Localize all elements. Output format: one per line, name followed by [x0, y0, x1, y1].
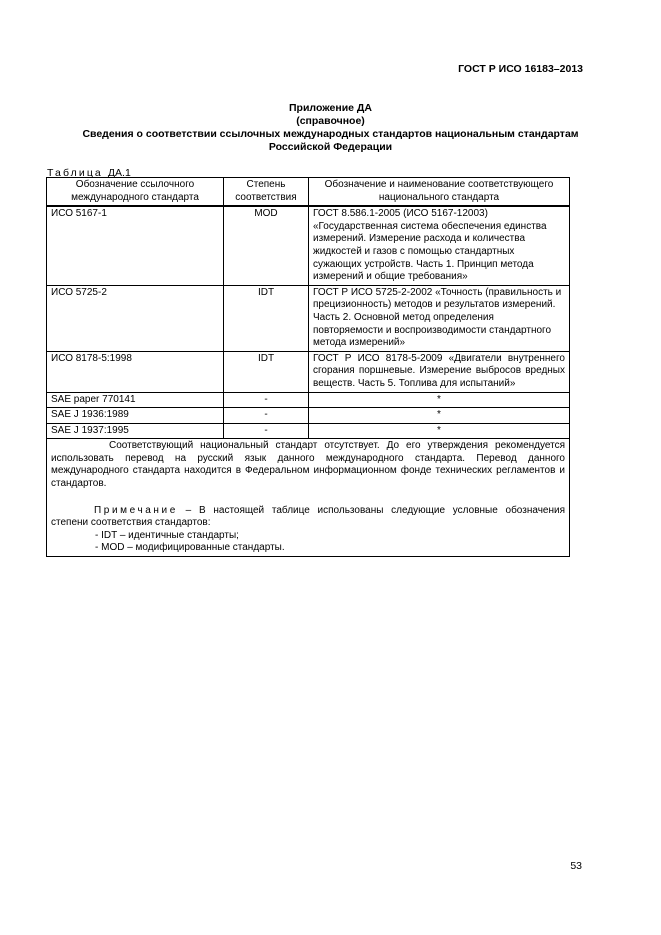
- table-header-row: [47, 178, 570, 207]
- table-row: [47, 206, 570, 285]
- appendix-heading-line-2: Российской Федерации: [268, 141, 393, 153]
- appendix-heading: [40, 102, 621, 154]
- table-caption-number: ДА.1: [107, 167, 131, 179]
- reference-standard-cell: ИСО 5167-1: [47, 206, 224, 285]
- column-header: Обозначение и наименование соответствующего национального стандарта: [309, 178, 570, 207]
- reference-standard-cell: SAE J 1937:1995: [47, 423, 224, 439]
- national-standard-cell: ГОСТ Р ИСО 8178-5-2009 «Двигатели внутреннего сгорания поршневые. Измерение выбросов вредных веществ. Часть 5. Топлива для испытаний»: [309, 351, 570, 392]
- appendix-heading-line-1: Сведения о соответствии ссылочных международных стандартов национальным стандартам: [82, 128, 579, 140]
- note-list-item: - MOD – модифицированные стандарты.: [95, 542, 285, 554]
- degree-cell: IDT: [224, 351, 309, 392]
- column-header: Обозначение ссылочного международного стандарта: [47, 178, 224, 207]
- national-standard-cell: *: [309, 392, 570, 408]
- note-paragraph: [51, 505, 565, 530]
- reference-standard-cell: ИСО 8178-5:1998: [47, 351, 224, 392]
- appendix-subtitle: (справочное): [296, 115, 365, 127]
- reference-standard-cell: ИСО 5725-2: [47, 285, 224, 351]
- reference-standard-cell: SAE paper 770141: [47, 392, 224, 408]
- degree-cell: -: [224, 408, 309, 424]
- document-id-header: ГОСТ Р ИСО 16183–2013: [458, 63, 583, 75]
- degree-cell: MOD: [224, 206, 309, 285]
- table-row: [47, 392, 570, 408]
- degree-cell: -: [224, 423, 309, 439]
- national-standard-cell: *: [309, 423, 570, 439]
- table-notes-row: [47, 439, 570, 557]
- degree-cell: -: [224, 392, 309, 408]
- appendix-title: Приложение ДА: [289, 102, 372, 114]
- note-list-item: - IDT – идентичные стандарты;: [95, 529, 239, 541]
- table-row: [47, 423, 570, 439]
- footnote-text: Соответствующий национальный стандарт отсутствует. До его утверждения рекомендуется использовать перевод на русский язык данного международного стандарта. Перевод данного международного стандарта находится в Федеральном информационном фонде технических регламентов и стандартов.: [51, 440, 565, 490]
- table-caption-word: Таблица: [47, 167, 103, 179]
- national-standard-cell: ГОСТ 8.586.1-2005 (ИСО 5167-12003) «Государственная система обеспечения единства измерений. Измерение расхода и количества жидкостей и газов с помощью стандартных сужающих устройств. Часть 1. Принцип метода измерений и общие требования»: [309, 206, 570, 285]
- page-number: 53: [570, 860, 582, 872]
- table-notes-cell: [47, 439, 570, 557]
- reference-standard-cell: SAE J 1936:1989: [47, 408, 224, 424]
- table-row: [47, 285, 570, 351]
- standards-correspondence-table: [46, 177, 570, 557]
- table-row: [47, 408, 570, 424]
- table-row: [47, 351, 570, 392]
- degree-cell: IDT: [224, 285, 309, 351]
- note-text: – В настоящей таблице использованы следующие условные обозначения степени соответствия стандартов:: [51, 504, 565, 529]
- national-standard-cell: *: [309, 408, 570, 424]
- note-label: Примечание: [94, 504, 178, 516]
- column-header: Степень соответствия: [224, 178, 309, 207]
- national-standard-cell: ГОСТ Р ИСО 5725-2-2002 «Точность (правильность и прецизионность) методов и результатов измерений. Часть 2. Основной метод определения повторяемости и воспроизводимости стандартного метода измерений»: [309, 285, 570, 351]
